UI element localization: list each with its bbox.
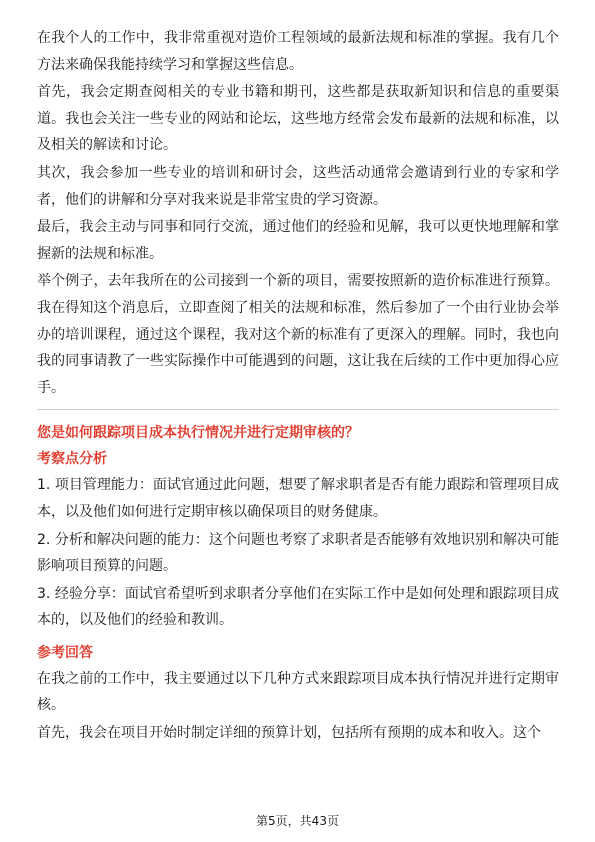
intro-paragraph: 举个例子，去年我所在的公司接到一个新的项目，需要按照新的造价标准进行预算。我在得知这个消息后，立即查阅了相关的法规和标准，然后参加了一个由行业协会举办的培训课程，通过这个课程，我对这个新的标准有了更深入的理解。同时，我也向我的同事请教了一些实际操作中可能遇到的问题，这让我在后续的工作中更加得心应手。 — [37, 273, 559, 396]
intro-paragraph: 首先，我会定期查阅相关的专业书籍和期刊，这些都是获取新知识和信息的重要渠道。我也会关注一些专业的网站和论坛，这些地方经常会发布最新的法规和标准，以及相关的解读和讨论。 — [37, 84, 559, 154]
answer-heading: 参考回答 — [37, 644, 93, 661]
question-title: 您是如何跟踪项目成本执行情况并进行定期审核的？ — [37, 425, 359, 442]
analysis-heading: 考察点分析 — [37, 451, 107, 468]
intro-paragraph: 其次，我会参加一些专业的培训和研讨会，这些活动通常会邀请到行业的专家和学者，他们的讲解和分享对我来说是非常宝贵的学习资源。 — [37, 164, 559, 208]
section-divider — [37, 409, 559, 410]
analysis-item: 1. 项目管理能力：面试官通过此问题，想要了解求职者是否有能力跟踪和管理项目成本，以及他们如何进行定期审核以确保项目的财务健康。 — [37, 477, 559, 520]
document-page — [37, 25, 559, 748]
analysis-item: 3. 经验分享：面试官希望听到求职者分享他们在实际工作中是如何处理和跟踪项目成本的，以及他们的经验和教训。 — [37, 585, 559, 629]
page-number-footer: 第5页，共43页 — [256, 814, 339, 828]
answer-paragraph: 在我之前的工作中，我主要通过以下几种方式来跟踪项目成本执行情况并进行定期审核。 — [37, 670, 559, 714]
intro-paragraph: 在我个人的工作中，我非常重视对造价工程领域的最新法规和标准的掌握。我有几个方法来确保我能持续学习和掌握这些信息。 — [37, 30, 559, 73]
answer-paragraph: 首先，我会在项目开始时制定详细的预算计划，包括所有预期的成本和收入。这个 — [37, 725, 541, 742]
intro-paragraph: 最后，我会主动与同事和同行交流，通过他们的经验和见解，我可以更快地理解和掌握新的法规和标准。 — [37, 219, 559, 262]
analysis-item: 2. 分析和解决问题的能力：这个问题也考察了求职者是否能够有效地识别和解决可能影响项目预算的问题。 — [37, 531, 559, 575]
